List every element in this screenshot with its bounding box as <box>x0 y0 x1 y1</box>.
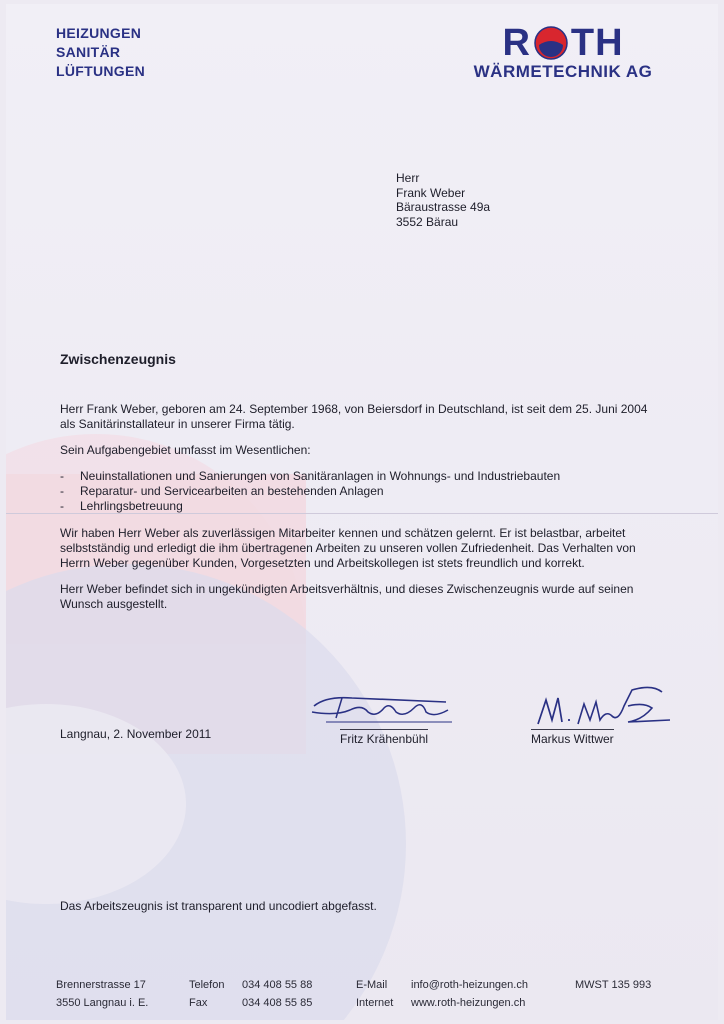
footer-contact-labels <box>356 976 393 1012</box>
footer-phone-labels <box>189 976 224 1012</box>
signer-name-2: Markus Wittwer <box>531 729 614 746</box>
recipient-address <box>396 171 490 229</box>
recipient-city: 3552 Bärau <box>396 214 459 229</box>
document-title: Zwischenzeugnis <box>60 351 176 367</box>
service-ventilation: LÜFTUNGEN <box>56 63 146 79</box>
footer-phone-values <box>242 976 312 1012</box>
footer-web-label: Internet <box>356 997 394 1009</box>
letter-page <box>6 4 718 1020</box>
footer-email-label: E-Mail <box>356 979 388 991</box>
task-item: - Lehrlingsbetreuung <box>60 499 660 514</box>
footer-contact-values <box>411 976 528 1012</box>
task-item: - Reparatur- und Servicearbeiten an bestehenden Anlagen <box>60 484 660 499</box>
logo-letters-th: TH <box>570 22 624 64</box>
company-logo <box>458 24 668 82</box>
company-services <box>56 24 145 81</box>
letter-body <box>60 402 660 623</box>
footer-street: Brennerstrasse 17 <box>56 979 146 991</box>
footer-fax-label: Fax <box>189 997 208 1009</box>
paragraph-tasks-intro: Sein Aufgabengebiet umfasst im Wesentlichen: <box>60 443 311 457</box>
footer-vat-number: MWST 135 993 <box>575 979 652 991</box>
recipient-salutation: Herr <box>396 171 420 185</box>
paragraph-intro: Herr Frank Weber, geboren am 24. September 1968, von Beiersdorf in Deutschland, ist seit dem 25. Juni 2004 als Sanitärinstallateur in unserer Firma tätig. <box>60 402 648 431</box>
footer-address <box>56 976 148 1012</box>
recipient-name: Frank Weber <box>396 185 466 200</box>
paragraph-assessment: Wir haben Herr Weber als zuverlässigen Mitarbeiter kennen und schätzen gelernt. Er ist belastbar, arbeitet selbstständig und erledigt die ihm übertragenen Arbeiten zu unseren vollen Zufriedenheit. Das Verhalten von Herrn Weber gegenüber Kunden, Vorgesetzten und Arbeitskollegen ist stets freundlich und korrekt. <box>60 526 636 570</box>
recipient-street: Bäraustrasse 49a <box>396 200 491 214</box>
paragraph-closing: Herr Weber befindet sich in ungekündigten Arbeitsverhältnis, und dieses Zwischenzeugnis wurde auf seinen Wunsch ausgestellt. <box>60 582 634 611</box>
footer-city: 3550 Langnau i. E. <box>56 997 149 1009</box>
footer-phone-label: Telefon <box>189 979 225 991</box>
signature-krahenbuhl <box>306 688 454 728</box>
logo-wordmark <box>458 24 668 62</box>
footer-phone: 034 408 55 88 <box>242 979 313 991</box>
footer-fax: 034 408 55 85 <box>242 997 313 1009</box>
footer-vat <box>575 976 651 994</box>
place-date: Langnau, 2. November 2011 <box>60 727 212 741</box>
footer-web-link[interactable]: www.roth-heizungen.ch <box>411 997 526 1009</box>
logo-letter-r: R <box>502 22 531 64</box>
signature-wittwer <box>532 680 672 732</box>
logo-subtitle: WÄRMETECHNIK AG <box>473 62 653 81</box>
task-item: - Neuinstallationen und Sanierungen von Sanitäranlagen in Wohnungs- und Industriebauten <box>60 469 660 484</box>
footer-email-link[interactable]: info@roth-heizungen.ch <box>411 979 528 991</box>
task-list <box>60 469 660 514</box>
service-sanitary: SANITÄR <box>56 44 121 60</box>
logo-o-icon <box>533 25 569 61</box>
transparency-note: Das Arbeitszeugnis ist transparent und uncodiert abgefasst. <box>60 899 377 913</box>
service-heating: HEIZUNGEN <box>56 25 142 41</box>
signer-name-1: Fritz Krähenbühl <box>340 729 428 746</box>
